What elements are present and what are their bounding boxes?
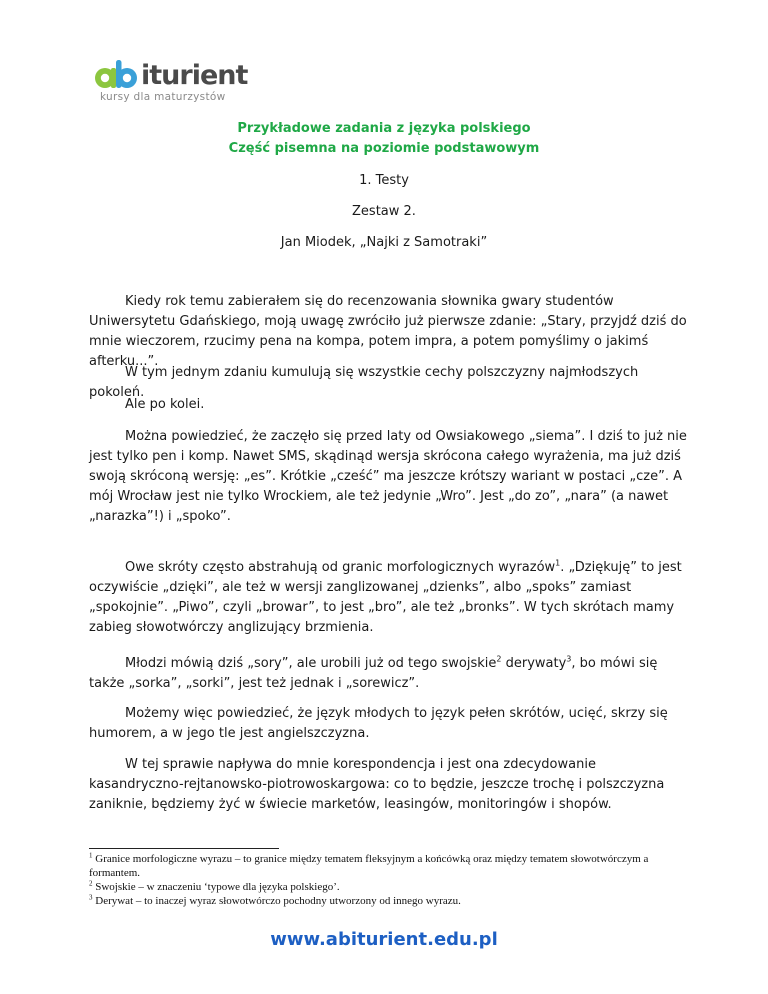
paragraph-3	[89, 395, 689, 415]
footnote-1-text: Granice morfologiczne wyrazu – to granice między tematem fleksyjnym a końcówką oraz między tematem słowotwórczym a formantem.	[89, 853, 649, 879]
title-line-1: Przykładowe zadania z języka polskiego	[237, 121, 531, 136]
footnote-1	[89, 852, 679, 880]
paragraph-5-part-a: Owe skróty często abstrahują od granic morfologicznych wyrazów	[125, 560, 556, 575]
paragraph-7-text: Możemy więc powiedzieć, że język młodych to język pełen skrótów, ucięć, skrzy się humorem, a w jego tle jest angielszczyzna.	[89, 706, 668, 741]
paragraph-8-text: W tej sprawie napływa do mnie korespondencja i jest ona zdecydowanie kasandryczno-rejtanowsko-piotrowoskargowa: co to będzie, jeszcze trochę i polszczyzna zaniknie, będziemy żyć w świecie marketów, leasingów, monitoringów i shopów.	[89, 757, 665, 812]
footnote-3-number: 3	[89, 893, 93, 902]
paragraph-4-text: Można powiedzieć, że zaczęło się przed laty od Owsiakowego „siema”. I dziś to już nie jest tylko pen i komp. Nawet SMS, skądinąd wersja skrócona całego wyrażenia, ma już dziś swoją skróconą wersję: „es”. Krótkie „cześć” ma jeszcze krótszy wariant w postaci „cze”. A mój Wrocław jest nie tylko Wrockiem, ale też jedynie „Wro”. Jest „do zo”, „nara” (a nawet „narazka”!) i „spoko”.	[89, 429, 687, 524]
paragraph-5-text	[89, 558, 689, 638]
footnote-ref-1: 1	[555, 558, 561, 568]
set-heading: Zestaw 2.	[352, 204, 416, 219]
paragraph-4	[89, 427, 689, 527]
footnote-ref-2: 2	[496, 654, 502, 664]
logo-ab-mark	[94, 58, 140, 94]
paragraph-3-text: Ale po kolei.	[125, 397, 205, 412]
footnotes	[89, 852, 679, 908]
footnote-3	[89, 894, 679, 908]
paragraph-6-part-b: derywaty	[501, 656, 567, 671]
paragraph-7	[89, 704, 689, 744]
footer-website-link[interactable]: www.abiturient.edu.pl	[270, 929, 498, 950]
section-heading: 1. Testy	[359, 173, 409, 188]
logo-wordmark: iturient	[141, 60, 248, 91]
paragraph-6-part-a: Młodzi mówią dziś „sory”, ale urobili już od tego swojskie	[125, 656, 497, 671]
paragraph-6-text	[89, 654, 689, 694]
paragraph-2-text: W tym jednym zdaniu kumulują się wszystkie cechy polszczyzny najmłodszych pokoleń.	[89, 365, 639, 400]
footnote-ref-3: 3	[566, 654, 572, 664]
paragraph-1-text: Kiedy rok temu zabierałem się do recenzowania słownika gwary studentów Uniwersytetu Gdańskiego, moją uwagę zwróciło już pierwsze zdanie: „Stary, przyjdź dziś do mnie wieczorem, rzucimy pena na kompa, potem impra, a potem pomyślimy o jakimś afterku...”.	[89, 294, 687, 369]
title-line-2: Część pisemna na poziomie podstawowym	[228, 141, 540, 156]
source-heading: Jan Miodek, „Najki z Samotraki”	[280, 235, 488, 250]
paragraph-6	[89, 654, 689, 694]
footnote-2-number: 2	[89, 879, 93, 888]
logo-tagline: kursy dla maturzystów	[100, 91, 226, 103]
abiturient-logo	[94, 58, 254, 108]
paragraph-8	[89, 755, 689, 815]
footnote-separator	[89, 848, 279, 849]
footnote-2-text: Swojskie – w znaczeniu ‘typowe dla języka polskiego’.	[95, 881, 340, 893]
paragraph-5	[89, 558, 689, 638]
paragraph-1	[89, 292, 689, 372]
paragraph-6-part-c: , bo mówi się także „sorka”, „sorki”, jest też jednak i „sorewicz”.	[89, 656, 658, 691]
footnote-1-number: 1	[89, 851, 93, 860]
footnote-3-text: Derywat – to inaczej wyraz słowotwórczo pochodny utworzony od innego wyrazu.	[95, 895, 461, 907]
paragraph-5-part-b: . „Dziękuję” to jest oczywiście „dzięki”, ale też w wersji zanglizowanej „dzienks”, albo „spoks” zamiast „spokojnie”. „Piwo”, czyli „browar”, to jest „bro”, ale też „bronks”. W tych skrótach mamy zabieg słowotwórczy anglizujący brzmienia.	[89, 560, 682, 635]
footnote-2	[89, 880, 679, 894]
